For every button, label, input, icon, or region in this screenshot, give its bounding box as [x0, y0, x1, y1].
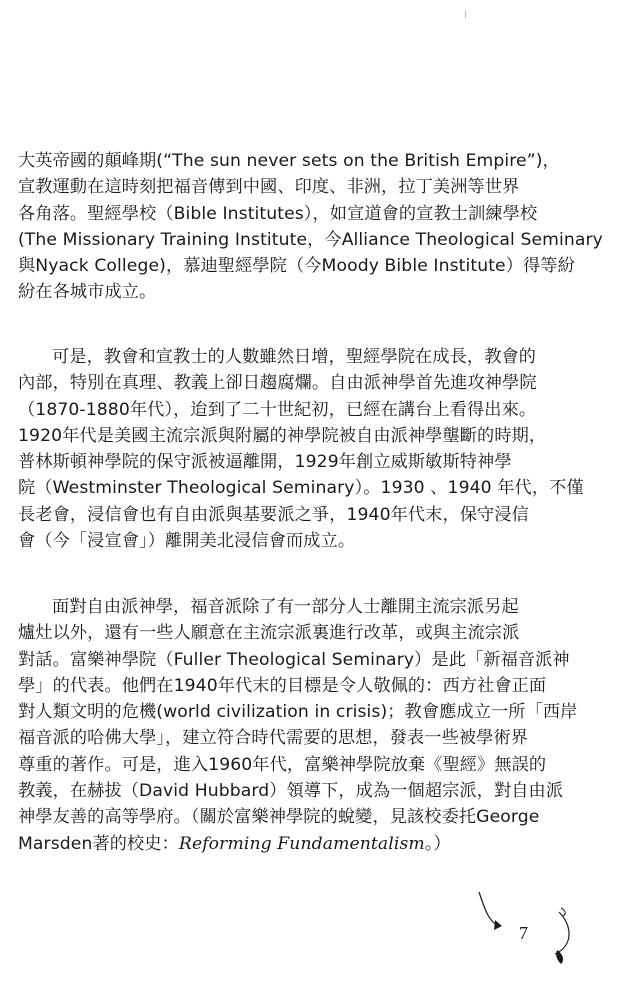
paragraph-1 [18, 148, 603, 306]
text-line-final [18, 831, 584, 857]
text-line: 內部，特別在真理、教義上卻日趨腐爛。自由派神學首先進攻神學院 [18, 373, 537, 394]
text-line: 各角落。聖經學校（Bible Institutes），如宣道會的宣教士訓練學校 [18, 203, 538, 224]
text-line: 1920年代是美國主流宗派與附屬的神學院被自由派神學壟斷的時期， [18, 425, 547, 446]
text-line: 普林斯頓神學院的保守派被逼離開，1929年創立威斯敏斯特神學 [18, 452, 512, 473]
paragraph-3 [18, 594, 584, 857]
text-line: 面對自由派神學，福音派除了有一部分人士離開主流宗派另起 [52, 597, 519, 617]
text-line: 紛在各城市成立。 [18, 282, 157, 303]
text-line: (The Missionary Training Institute，今Alliance Theological Seminary [18, 229, 603, 250]
book-title: Reforming Fundamentalism [178, 833, 425, 854]
page-number: 7 [519, 923, 528, 943]
text-line: 教義，在赫拔（David Hubbard）領導下，成為一個超宗派，對自由派 [18, 781, 564, 802]
text-line: 神學友善的高等學府。（關於富樂神學院的蛻變，見該校委托George [18, 807, 540, 828]
text-line: 與Nyack College)，慕迪聖經學院（今Moody Bible Institute）得等紛 [18, 256, 575, 277]
text-line: 大英帝國的顛峰期(“The sun never sets on the British Empire”)， [18, 151, 560, 171]
text-line: 院（Westminster Theological Seminary）。1930 、1940 年代，不僅 [18, 478, 584, 499]
text-line: （1870-1880年代），迨到了二十世紀初，已經在講台上看得出來。 [18, 399, 537, 420]
page-edge-mark [465, 10, 466, 18]
text-line: 可是，教會和宣教士的人數雖然日增，聖經學院在成長，教會的 [52, 347, 537, 367]
text-line: 福音派的哈佛大學」，建立符合時代需要的思想，發表一些被學術界 [18, 728, 529, 749]
text-fragment: Marsden著的校史： [18, 833, 179, 854]
text-line: 宣教運動在這時刻把福音傳到中國、印度、非洲，拉丁美洲等世界 [18, 177, 520, 198]
text-line: 對人類文明的危機(world civilization in crisis)；教會應成立一所「西岸 [18, 702, 578, 723]
text-line: 會（今「浸宣會」）離開美北浸信會而成立。 [18, 531, 356, 552]
text-line: 爐灶以外，還有一些人願意在主流宗派裏進行改革，或與主流宗派 [18, 623, 520, 644]
paragraph-2 [18, 344, 584, 554]
text-line: 長老會，浸信會也有自由派與基要派之爭，1940年代末，保守浸信 [18, 504, 529, 525]
text-line: 對話。富樂神學院（Fuller Theological Seminary）是此「新福音派神 [18, 649, 570, 670]
text-line: 尊重的著作。可是，進入1960年代，富樂神學院放棄《聖經》無誤的 [18, 754, 547, 775]
text-fragment: 。） [424, 833, 451, 854]
text-line: 學」的代表。他們在1940年代末的目標是令人敬佩的：西方社會正面 [18, 675, 547, 696]
